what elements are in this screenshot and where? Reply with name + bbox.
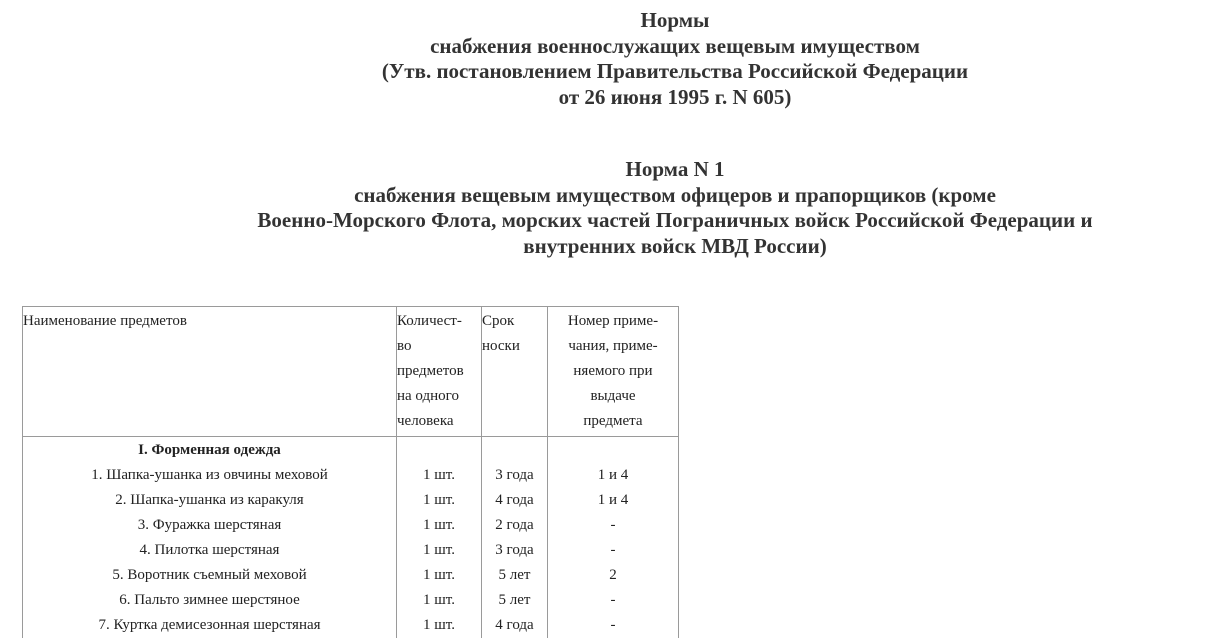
header-note-number: Номер приме- чания, приме- няемого при выдаче предмета: [548, 307, 679, 437]
item-quantity: 1 шт.: [423, 617, 455, 633]
item-note-number: 1 и 4: [597, 467, 629, 483]
title-line: Нормы: [640, 8, 710, 32]
title-line: (Утв. постановлением Правительства Российской Федерации: [381, 59, 969, 83]
item-wear-term: 4 года: [495, 492, 534, 508]
item-quantity: 1 шт.: [423, 592, 455, 608]
item-name: 7. Куртка демисезонная шерстяная: [98, 617, 321, 633]
item-names-column: [23, 437, 397, 639]
note-number-column: [548, 437, 679, 639]
title-line: снабжения военнослужащих вещевым имуществом: [430, 33, 920, 58]
item-note-number: -: [610, 617, 616, 633]
item-quantity: 1 шт.: [423, 467, 455, 483]
item-name: 1. Шапка-ушанка из овчины меховой: [91, 467, 328, 483]
document-title: [0, 8, 1221, 110]
item-note-number: 2: [609, 567, 617, 583]
norm-title-line: Норма N 1: [625, 157, 725, 181]
header-wear-term: Срок носки: [482, 307, 548, 437]
item-name: 6. Пальто зимнее шерстяное: [119, 592, 300, 608]
item-wear-term: 3 года: [495, 467, 534, 483]
section-title: I. Форменная одежда: [138, 442, 281, 458]
item-quantity: 1 шт.: [423, 517, 455, 533]
item-note-number: 1 и 4: [597, 492, 629, 508]
wear-term-column: [482, 437, 548, 639]
item-note-number: -: [610, 592, 616, 608]
item-wear-term: 4 года: [495, 617, 534, 633]
norm-title: [0, 157, 1221, 259]
norm-title-line: Военно-Морского Флота, морских частей Пограничных войск Российской Федерации и: [257, 208, 1093, 232]
item-quantity: 1 шт.: [423, 567, 455, 583]
norm-title-line: снабжения вещевым имуществом офицеров и прапорщиков (кроме: [354, 182, 996, 207]
header-quantity: Количест- во предметов на одного человека: [397, 307, 482, 437]
table-body-row: [23, 437, 679, 639]
item-quantity: 1 шт.: [423, 492, 455, 508]
item-note-number: -: [610, 517, 616, 533]
item-wear-term: 3 года: [495, 542, 534, 558]
item-wear-term: 5 лет: [498, 567, 531, 583]
norm-title-line: внутренних войск МВД России): [523, 233, 827, 258]
quantity-column: [397, 437, 482, 639]
item-wear-term: 2 года: [495, 517, 534, 533]
header-item-name: Наименование предметов: [23, 307, 397, 437]
norms-table: [22, 306, 679, 638]
table-header-row: [23, 307, 679, 437]
item-name: 5. Воротник съемный меховой: [112, 567, 307, 583]
item-name: 4. Пилотка шерстяная: [139, 542, 280, 558]
item-wear-term: 5 лет: [498, 592, 531, 608]
item-name: 3. Фуражка шерстяная: [137, 517, 282, 533]
title-line: от 26 июня 1995 г. N 605): [558, 84, 792, 109]
item-name: 2. Шапка-ушанка из каракуля: [115, 492, 304, 508]
item-quantity: 1 шт.: [423, 542, 455, 558]
item-note-number: -: [610, 542, 616, 558]
